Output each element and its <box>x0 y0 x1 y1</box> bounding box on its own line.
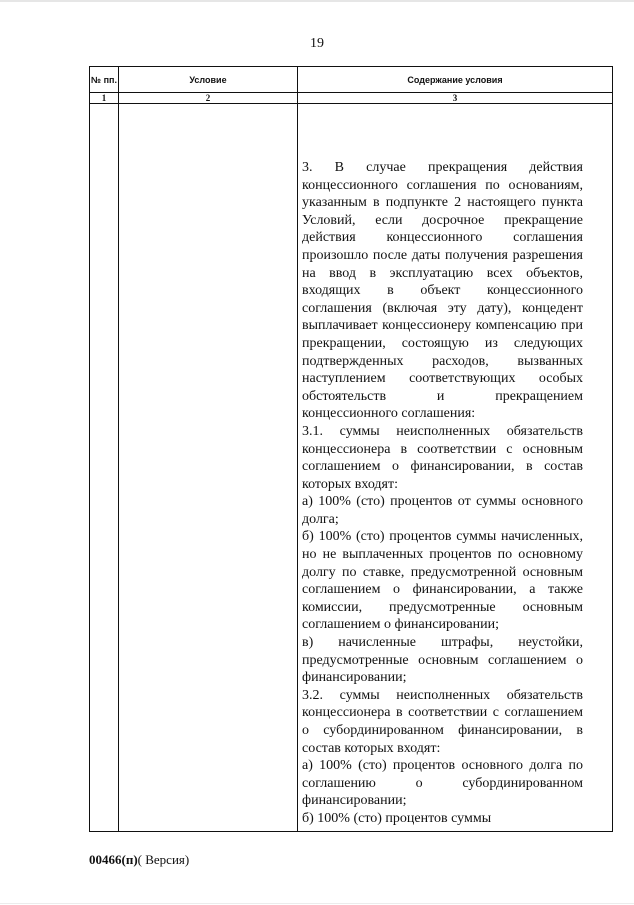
paragraph-3-1-a: а) 100% (сто) процентов от суммы основного долга; <box>302 494 583 527</box>
paragraph-3-1-v: в) начисленные штрафы, неустойки, предусмотренные основным соглашением о финансировании; <box>302 635 583 686</box>
paragraph-3-2-b: б) 100% (сто) процентов суммы <box>302 810 492 826</box>
scan-bottom-edge <box>0 903 634 904</box>
paragraph-3-2: 3.2. суммы неисполненных обязательств концессионера в соответствии с соглашением о субординированном финансировании, в состав которых входят: <box>302 687 583 756</box>
column-number-row <box>90 93 613 104</box>
column-number-2: 2 <box>119 93 298 104</box>
paragraph-3: 3. В случае прекращения действия концессионного соглашения по основаниям, указанным в подпункте 2 настоящего пункта Условий, если досрочное прекращение действия концессионного соглашения произошло после даты получения разрешения на ввод в эксплуатацию всех объектов, входящих в объект концессионного соглашения (включая эту дату), концедент выплачивает концессионеру компенсацию при прекращении, состоящую из следующих подтвержденных расходов, вызванных наступлением соответствующих особых обстоятельств и прекращением концессионного соглашения: <box>302 160 583 422</box>
conditions-table <box>89 66 613 832</box>
paragraph-3-1-b: б) 100% (сто) процентов суммы начисленных, но не выплаченных процентов по основному долгу по ставке, предусмотренной основным соглашением о финансировании, а также комиссии, предусмотренные основным соглашением о финансировании; <box>302 529 583 633</box>
page-number: 19 <box>310 36 324 51</box>
scan-top-edge <box>0 0 634 2</box>
column-number-3: 3 <box>298 93 613 104</box>
document-code: 00466(п) <box>89 852 138 867</box>
header-content: Содержание условия <box>298 67 613 93</box>
content-cell <box>298 104 613 832</box>
document-version: ( Версия) <box>137 852 190 867</box>
header-condition: Условие <box>119 67 298 93</box>
paragraph-3-1: 3.1. суммы неисполненных обязательств концессионера в соответствии с основным соглашением о финансировании, в состав которых входят: <box>302 423 583 492</box>
document-footer <box>89 852 189 868</box>
condition-cell <box>119 104 298 832</box>
table-header-row <box>90 67 613 93</box>
paragraph-3-2-a: а) 100% (сто) процентов основного долга по соглашению о субординированном финансировании; <box>302 758 583 809</box>
table-body-row <box>90 104 613 832</box>
number-cell <box>90 104 119 832</box>
column-number-1: 1 <box>90 93 119 104</box>
content-text <box>302 159 583 828</box>
header-number: № пп. <box>90 67 119 93</box>
